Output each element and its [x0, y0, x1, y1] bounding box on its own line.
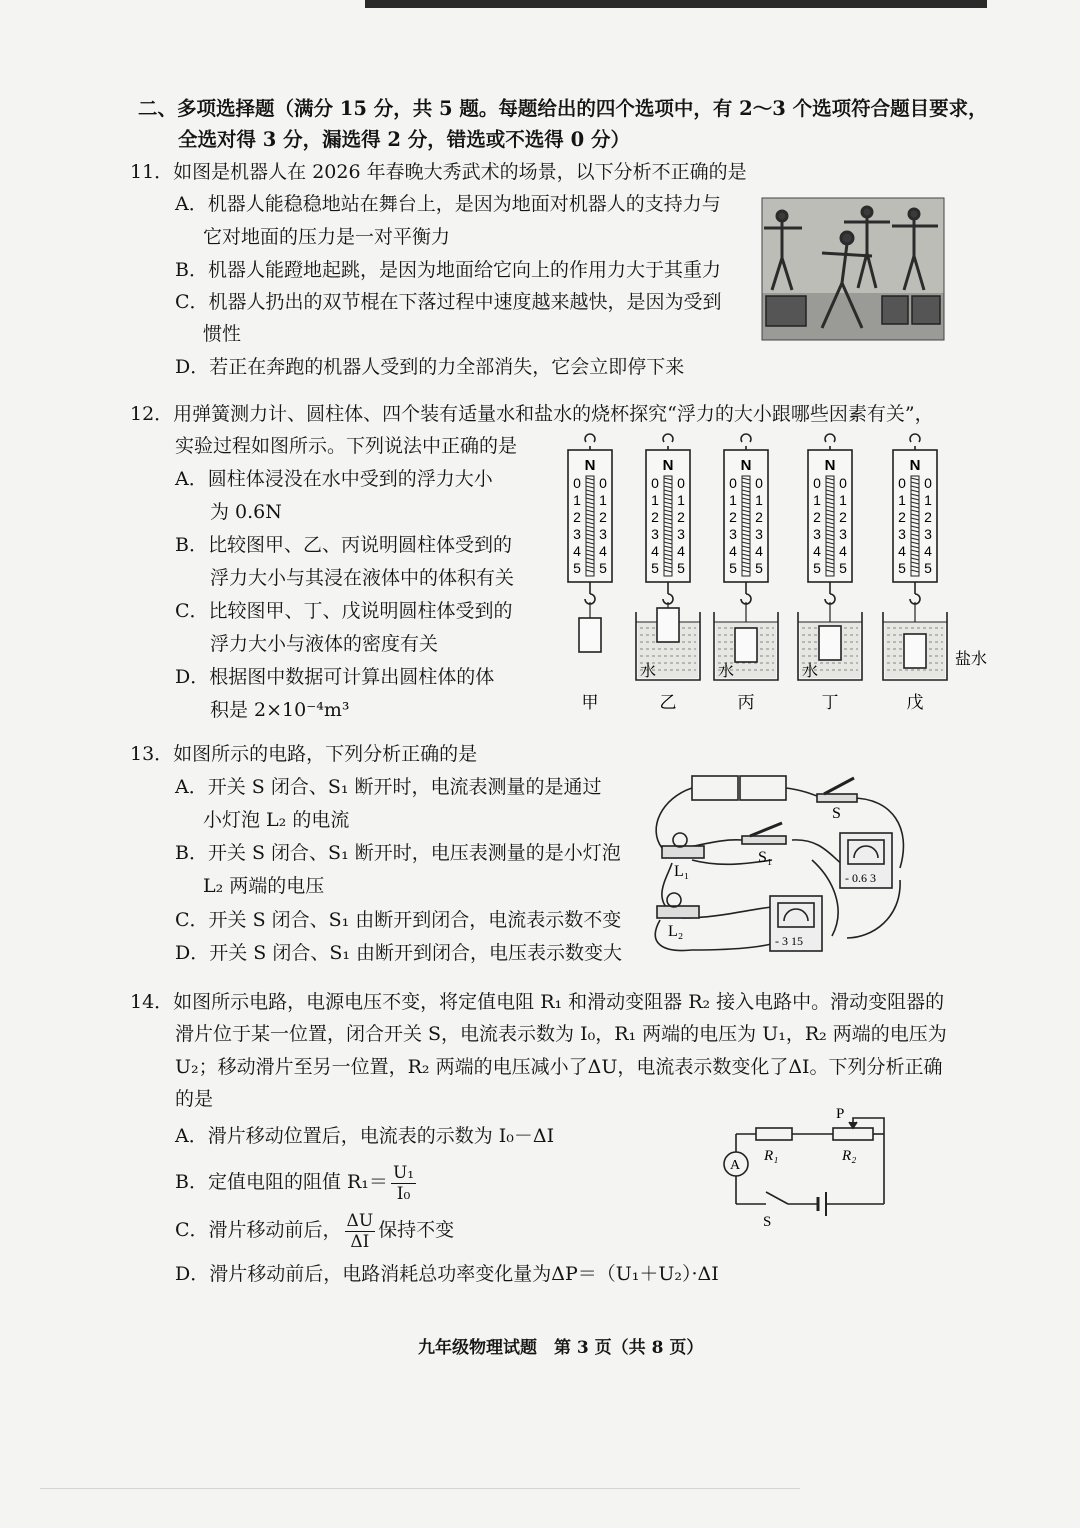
scan-bottom-line	[40, 1488, 800, 1489]
scale-number-right: 4	[839, 543, 847, 559]
scale-number-left: 3	[813, 526, 821, 542]
scale-number-right: 2	[677, 509, 685, 525]
section-header-line2: 全选对得 3 分，漏选得 2 分，错选或不选得 0 分）	[178, 128, 630, 151]
q13-option-a: A．开关 S 闭合、S₁ 断开时，电流表测量的是通过	[175, 776, 602, 798]
fraction-numerator: ΔU	[346, 1210, 374, 1231]
fraction-numerator: U₁	[392, 1162, 415, 1183]
spring-scale-figure	[548, 436, 988, 718]
scale-number-right: 2	[599, 509, 607, 525]
q14-stem: 14．如图所示电路，电源电压不变，将定值电阻 R₁ 和滑动变阻器 R₂ 接入电路中。滑动变阻器的	[130, 991, 945, 1013]
spring-scale-3	[714, 434, 778, 713]
switch-s1-label: S₁	[758, 849, 773, 866]
scale-number-left: 5	[729, 560, 737, 576]
liquid-label: 水	[801, 661, 819, 680]
q14-stem-cont3: 的是	[175, 1088, 214, 1110]
scale-unit: N	[824, 457, 836, 474]
scale-number-left: 2	[813, 509, 821, 525]
q14-option-c-fraction	[345, 1211, 376, 1252]
q14-option-c-suffix: 保持不变	[378, 1219, 455, 1241]
section-header-line1: 二、多项选择题（满分 15 分，共 5 题。每题给出的四个选项中，有 2～3 个选项符合题目要求，	[138, 97, 988, 120]
q11-option-c: C．机器人扔出的双节棍在下落过程中速度越来越快，是因为受到	[175, 291, 722, 313]
q11-option-b: B．机器人能蹬地起跳，是因为地面给它向上的作用力大于其重力	[175, 259, 721, 281]
q14-option-c-text: C．滑片移动前后，	[175, 1219, 342, 1241]
scale-number-right: 1	[755, 492, 763, 508]
rheostat-r2	[833, 1128, 873, 1140]
q13-option-d: D．开关 S 闭合、S₁ 由断开到闭合，电压表示数变大	[175, 942, 623, 964]
figure-label: 甲	[581, 693, 599, 713]
battery-cell-2	[740, 776, 786, 800]
q11-option-c-cont: 惯性	[203, 323, 242, 345]
scale-number-left: 5	[813, 560, 821, 576]
q14-option-b-fraction	[391, 1163, 416, 1204]
scale-number-right: 3	[677, 526, 685, 542]
scale-number-right: 0	[839, 475, 847, 491]
q14-stem-cont1: 滑片位于某一位置，闭合开关 S，电流表示数为 I₀，R₁ 两端的电压为 U₁，R₂ 两端的电压为	[175, 1023, 947, 1045]
spring-scale-5	[883, 434, 987, 713]
scale-number-left: 4	[573, 543, 581, 559]
scale-number-right: 0	[599, 475, 607, 491]
q12-option-c: C．比较图甲、丁、戊说明圆柱体受到的	[175, 600, 513, 622]
liquid-label: 水	[717, 661, 735, 680]
hanger-hook	[741, 434, 751, 442]
hanger-hook	[910, 434, 920, 442]
scale-number-left: 5	[573, 560, 581, 576]
q11-stem: 11．如图是机器人在 2026 年春晚大秀武术的场景，以下分析不正确的是	[130, 161, 747, 183]
figure-label: 乙	[659, 693, 677, 713]
q12-stem-cont: 实验过程如图所示。下列说法中正确的是	[175, 435, 518, 457]
q14-option-d: D．滑片移动前后，电路消耗总功率变化量为ΔP＝（U₁＋U₂）·ΔI	[175, 1263, 719, 1285]
voltmeter-terminals: - 3 15	[775, 934, 803, 948]
scale-number-left: 0	[651, 475, 659, 491]
scale-number-right: 3	[599, 526, 607, 542]
page-footer: 九年级物理试题 第 3 页（共 8 页）	[418, 1338, 704, 1358]
q11-option-a: A．机器人能稳稳地站在舞台上，是因为地面对机器人的支持力与	[175, 193, 721, 215]
battery-cell-1	[692, 776, 738, 800]
q12-option-b: B．比较图甲、乙、丙说明圆柱体受到的	[175, 534, 512, 556]
scale-number-right: 5	[924, 560, 932, 576]
scale-number-left: 2	[651, 509, 659, 525]
scale-number-right: 0	[755, 475, 763, 491]
scale-unit: N	[909, 457, 921, 474]
scale-number-left: 1	[898, 492, 906, 508]
scale-number-right: 5	[755, 560, 763, 576]
switch-s-label: S	[763, 1214, 772, 1230]
q14-option-c	[175, 1208, 454, 1252]
hanger-hook	[825, 434, 835, 442]
scale-number-left: 2	[898, 509, 906, 525]
scale-number-left: 4	[813, 543, 821, 559]
scale-number-right: 4	[924, 543, 932, 559]
q13-option-a-cont: 小灯泡 L₂ 的电流	[203, 809, 350, 831]
scale-number-left: 5	[898, 560, 906, 576]
figure-label: 丁	[821, 693, 839, 713]
scale-number-left: 1	[651, 492, 659, 508]
scale-number-left: 5	[651, 560, 659, 576]
q13-option-b-cont: L₂ 两端的电压	[203, 875, 325, 897]
ammeter-terminals: - 0.6 3	[845, 871, 876, 885]
scale-number-right: 0	[924, 475, 932, 491]
hanger-hook	[663, 434, 673, 442]
r2-label: R₂	[842, 1148, 857, 1164]
scale-number-right: 4	[677, 543, 685, 559]
q14-option-b-text: B．定值电阻的阻值 R₁＝	[175, 1171, 388, 1193]
q13-stem: 13．如图所示的电路，下列分析正确的是	[130, 743, 478, 765]
cylinder	[735, 628, 757, 662]
hanger-hook	[585, 434, 595, 442]
scale-number-left: 1	[729, 492, 737, 508]
scale-number-left: 4	[651, 543, 659, 559]
q13-circuit-figure	[642, 768, 922, 968]
spring-scale-2	[636, 434, 700, 713]
lamp-l1-label: L₁	[674, 863, 690, 880]
scale-number-left: 3	[651, 526, 659, 542]
scale-number-left: 1	[813, 492, 821, 508]
cylinder	[904, 634, 926, 668]
scale-number-left: 0	[729, 475, 737, 491]
scale-number-right: 1	[924, 492, 932, 508]
lamp-l2-label: L₂	[668, 923, 684, 940]
q13-option-b: B．开关 S 闭合、S₁ 断开时，电压表测量的是小灯泡	[175, 842, 621, 864]
q11-option-d: D．若正在奔跑的机器人受到的力全部消失，它会立即停下来	[175, 356, 685, 378]
scale-number-right: 5	[839, 560, 847, 576]
scale-number-left: 2	[573, 509, 581, 525]
q13-option-c: C．开关 S 闭合、S₁ 由断开到闭合，电流表示数不变	[175, 909, 622, 931]
scale-number-right: 3	[839, 526, 847, 542]
r1-label: R₁	[764, 1148, 779, 1164]
q14-circuit-figure	[708, 1104, 898, 1230]
scale-number-left: 3	[898, 526, 906, 542]
ammeter-label: A	[730, 1158, 741, 1173]
robot-martial-arts-photo	[762, 198, 944, 340]
switch-s-label: S	[832, 805, 841, 822]
q11-option-a-cont: 它对地面的压力是一对平衡力	[203, 226, 451, 248]
fraction-denominator: I₀	[396, 1183, 411, 1204]
spring-scale-4	[798, 434, 862, 713]
q14-option-a: A．滑片移动位置后，电流表的示数为 I₀－ΔI	[175, 1125, 555, 1147]
scale-number-left: 4	[729, 543, 737, 559]
scale-unit: N	[584, 457, 596, 474]
scale-number-right: 3	[755, 526, 763, 542]
scale-number-right: 1	[677, 492, 685, 508]
scale-number-right: 5	[677, 560, 685, 576]
scan-top-edge	[365, 0, 987, 8]
scale-number-left: 3	[573, 526, 581, 542]
figure-label: 丙	[737, 693, 755, 713]
scale-number-right: 1	[599, 492, 607, 508]
scale-number-right: 4	[599, 543, 607, 559]
q12-option-c-cont: 浮力大小与液体的密度有关	[210, 633, 439, 655]
q12-option-b-cont: 浮力大小与其浸在液体中的体积有关	[210, 567, 515, 589]
cylinder	[657, 608, 679, 642]
scale-number-right: 2	[924, 509, 932, 525]
scale-number-left: 0	[573, 475, 581, 491]
spring-scale-1	[568, 434, 612, 713]
scale-number-left: 0	[898, 475, 906, 491]
slider-p-label: P	[836, 1106, 845, 1122]
resistor-r1	[756, 1128, 792, 1140]
liquid-label: 水	[639, 661, 657, 680]
scale-number-left: 1	[573, 492, 581, 508]
scale-number-left: 0	[813, 475, 821, 491]
q14-stem-cont2: U₂；移动滑片至另一位置，R₂ 两端的电压减小了ΔU，电流表示数变化了ΔI。下列分析正确	[175, 1056, 943, 1078]
q12-option-d-cont: 积是 2×10⁻⁴m³	[210, 699, 350, 721]
cylinder	[819, 626, 841, 660]
scale-unit: N	[740, 457, 752, 474]
scale-number-left: 4	[898, 543, 906, 559]
scale-number-right: 5	[599, 560, 607, 576]
q12-option-a: A．圆柱体浸没在水中受到的浮力大小	[175, 468, 493, 490]
scale-number-right: 3	[924, 526, 932, 542]
scale-number-right: 2	[755, 509, 763, 525]
scale-number-right: 4	[755, 543, 763, 559]
figure-label: 戊	[906, 693, 924, 713]
scale-number-right: 0	[677, 475, 685, 491]
scale-number-right: 2	[839, 509, 847, 525]
fraction-denominator: ΔI	[350, 1231, 370, 1252]
q12-option-a-cont: 为 0.6N	[210, 501, 282, 523]
scale-number-left: 3	[729, 526, 737, 542]
cylinder	[579, 618, 601, 652]
scale-number-right: 1	[839, 492, 847, 508]
q12-stem: 12．用弹簧测力计、圆柱体、四个装有适量水和盐水的烧杯探究“浮力的大小跟哪些因素有关”，	[130, 403, 934, 425]
q12-option-d: D．根据图中数据可计算出圆柱体的体	[175, 666, 495, 688]
scale-number-left: 2	[729, 509, 737, 525]
q14-option-b	[175, 1160, 419, 1204]
liquid-label: 盐水	[954, 649, 988, 668]
scale-unit: N	[662, 457, 674, 474]
